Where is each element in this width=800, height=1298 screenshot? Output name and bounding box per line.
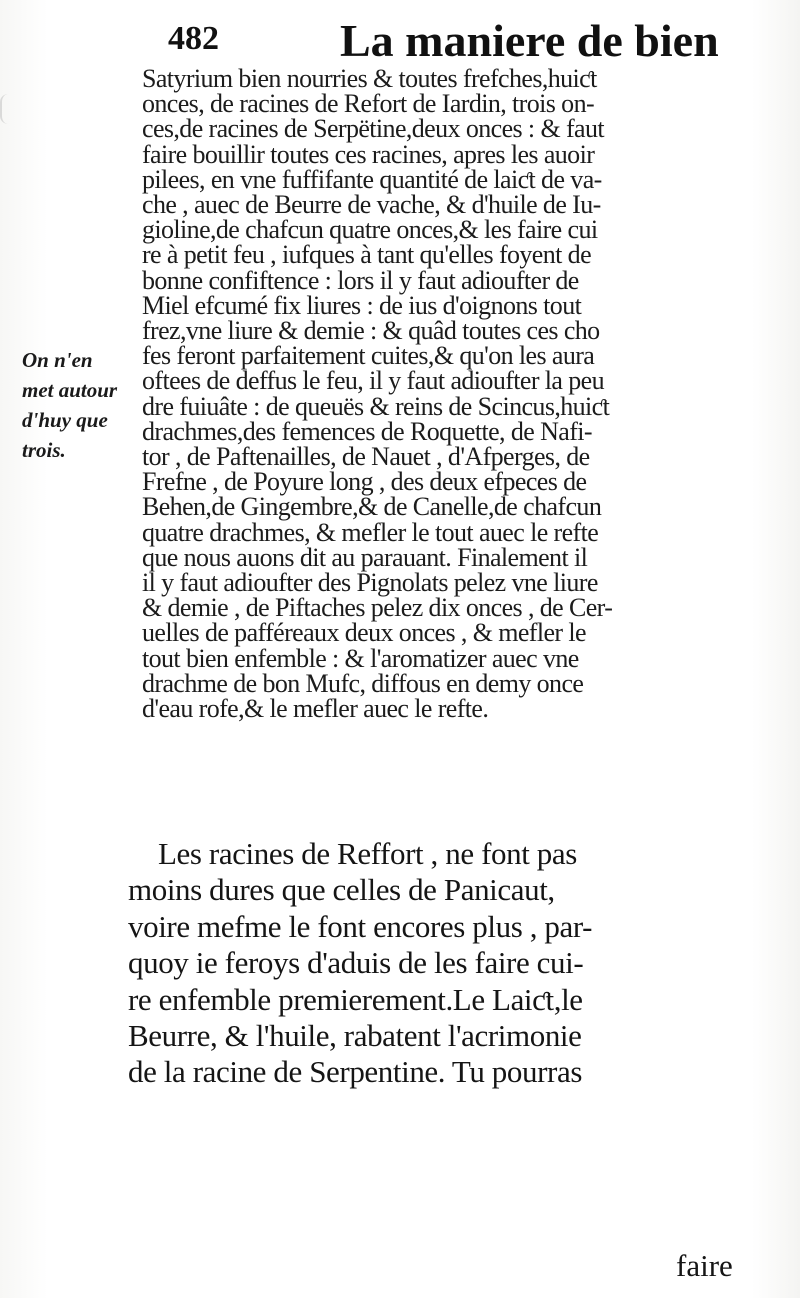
page-edge-mark bbox=[0, 94, 12, 124]
recipe-line: Satyrium bien nourries & toutes frefches,huiƈt bbox=[142, 64, 597, 93]
recipe-line: fes feront parfaitement cuites,& qu'on les aura bbox=[142, 341, 595, 371]
page-number: 482 bbox=[168, 20, 219, 57]
recipe-line: Miel efcumé fix liures : de ius d'oignons tout bbox=[142, 290, 582, 320]
recipe-line: uelles de pafféreaux deux onces , & mefler le bbox=[142, 618, 586, 648]
recipe-line: tor , de Paftenailles, de Nauet , d'Afperges, de bbox=[142, 442, 590, 472]
recipe-line: d'eau rofe,& le mefler auec le refte. bbox=[142, 694, 489, 724]
running-title: La maniere de bien bbox=[340, 15, 719, 66]
commentary-line: moins dures que celles de Panicaut, bbox=[128, 872, 555, 908]
recipe-line: Frefne , de Poyure long , des deux efpeces de bbox=[142, 467, 587, 497]
catchword: faire bbox=[676, 1248, 733, 1283]
margin-note-line: d'huy que bbox=[22, 408, 108, 432]
recipe-line: & demie , de Piftaches pelez dix onces , de Cer- bbox=[142, 593, 613, 623]
recipe-line: gioline,de chafcun quatre onces,& les faire cui bbox=[142, 215, 598, 245]
recipe-line: oftees de deffus le feu, il y faut adioufter la peu bbox=[142, 366, 605, 396]
recipe-line: drachme de bon Mufc, diffous en demy once bbox=[142, 668, 584, 698]
recipe-line: que nous auons dit au parauant. Finalement il bbox=[142, 542, 588, 572]
recipe-line: frez,vne liure & demie : & quâd toutes ces cho bbox=[142, 316, 600, 346]
recipe-line: drachmes,des femences de Roquette, de Nafi- bbox=[142, 416, 592, 446]
commentary-line: re enfemble premierement.Le Laiƈt,le bbox=[128, 981, 583, 1017]
commentary-line: Les racines de Reffort , ne font pas bbox=[158, 836, 577, 871]
recipe-paragraph bbox=[142, 64, 792, 724]
recipe-line: bonne confiftence : lors il y faut adioufter de bbox=[142, 265, 579, 295]
commentary-line: voire mefme le font encores plus , par- bbox=[128, 908, 593, 944]
commentary-line: quoy ie feroys d'aduis de les faire cui- bbox=[128, 945, 584, 981]
recipe-line: ces,de racines de Serpëtine,deux onces : & faut bbox=[142, 114, 604, 144]
recipe-line: il y faut adioufter des Pignolats pelez vne liure bbox=[142, 568, 598, 598]
recipe-line: faire bouillir toutes ces racines, apres les auoir bbox=[142, 139, 595, 169]
recipe-line: onces, de racines de Refort de Iardin, trois on- bbox=[142, 89, 595, 119]
recipe-line: dre fuiuâte : de queuës & reins de Scincus,huiƈt bbox=[142, 391, 610, 421]
recipe-line: Behen,de Gingembre,& de Canelle,de chafcun bbox=[142, 492, 602, 522]
commentary-line: Beurre, & l'huile, rabatent l'acrimonie bbox=[128, 1018, 582, 1054]
recipe-line: che , auec de Beurre de vache, & d'huile de Iu- bbox=[142, 190, 601, 220]
recipe-line: pilees, en vne fuffifante quantité de laiƈt de va- bbox=[142, 164, 602, 194]
commentary-paragraph bbox=[128, 836, 792, 1091]
margin-note-line: On n'en bbox=[22, 348, 93, 372]
recipe-line: re à petit feu , iufques à tant qu'elles foyent de bbox=[142, 240, 592, 270]
recipe-line: tout bien enfemble : & l'aromatizer auec vne bbox=[142, 643, 579, 673]
commentary-line: de la racine de Serpentine. Tu pourras bbox=[128, 1054, 582, 1090]
recipe-line: quatre drachmes, & mefler le tout auec le refte bbox=[142, 517, 599, 547]
page-header bbox=[168, 8, 728, 70]
margin-note bbox=[22, 345, 142, 465]
margin-note-line: trois. bbox=[22, 438, 66, 462]
margin-note-line: met autour bbox=[22, 378, 118, 402]
